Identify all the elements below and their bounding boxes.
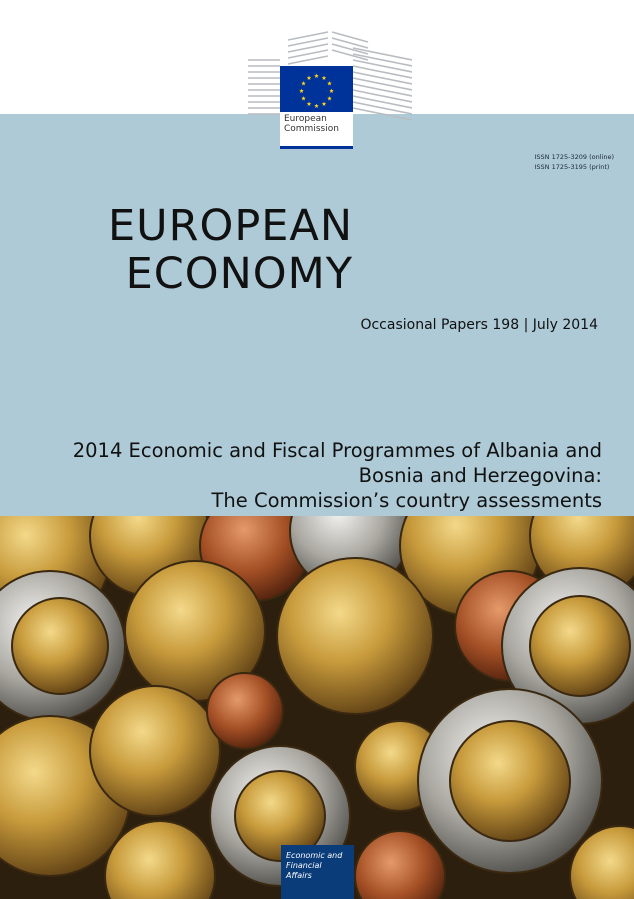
logo-text-line1: European: [284, 114, 327, 124]
document-title-line3: The Commission’s country assessments: [211, 489, 602, 512]
issn-block: [535, 152, 615, 172]
badge-line1: Economic and: [286, 851, 343, 860]
ec-logo: [248, 30, 412, 150]
document-title-line1: 2014 Economic and Fiscal Programmes of Albania and: [72, 439, 602, 462]
series-title-line2: ECONOMY: [125, 249, 353, 299]
logo-text-line2: Commission: [284, 124, 339, 134]
issn-online: ISSN 1725-3209 (online): [534, 153, 614, 161]
ec-logo-label: [280, 112, 353, 148]
logo-underline: [280, 146, 353, 149]
eu-flag-icon: [280, 66, 353, 116]
euro-coins-photo: [0, 516, 634, 899]
document-title: [2, 438, 602, 513]
document-title-line2: Bosnia and Herzegovina:: [358, 464, 602, 487]
series-title-line1: EUROPEAN: [107, 201, 353, 251]
dg-ecfin-badge: [281, 845, 354, 899]
badge-line2: Financial Affairs: [286, 861, 322, 880]
issue-info: Occasional Papers 198 | July 2014: [360, 317, 598, 333]
issn-print: ISSN 1725-3195 (print): [534, 163, 610, 171]
